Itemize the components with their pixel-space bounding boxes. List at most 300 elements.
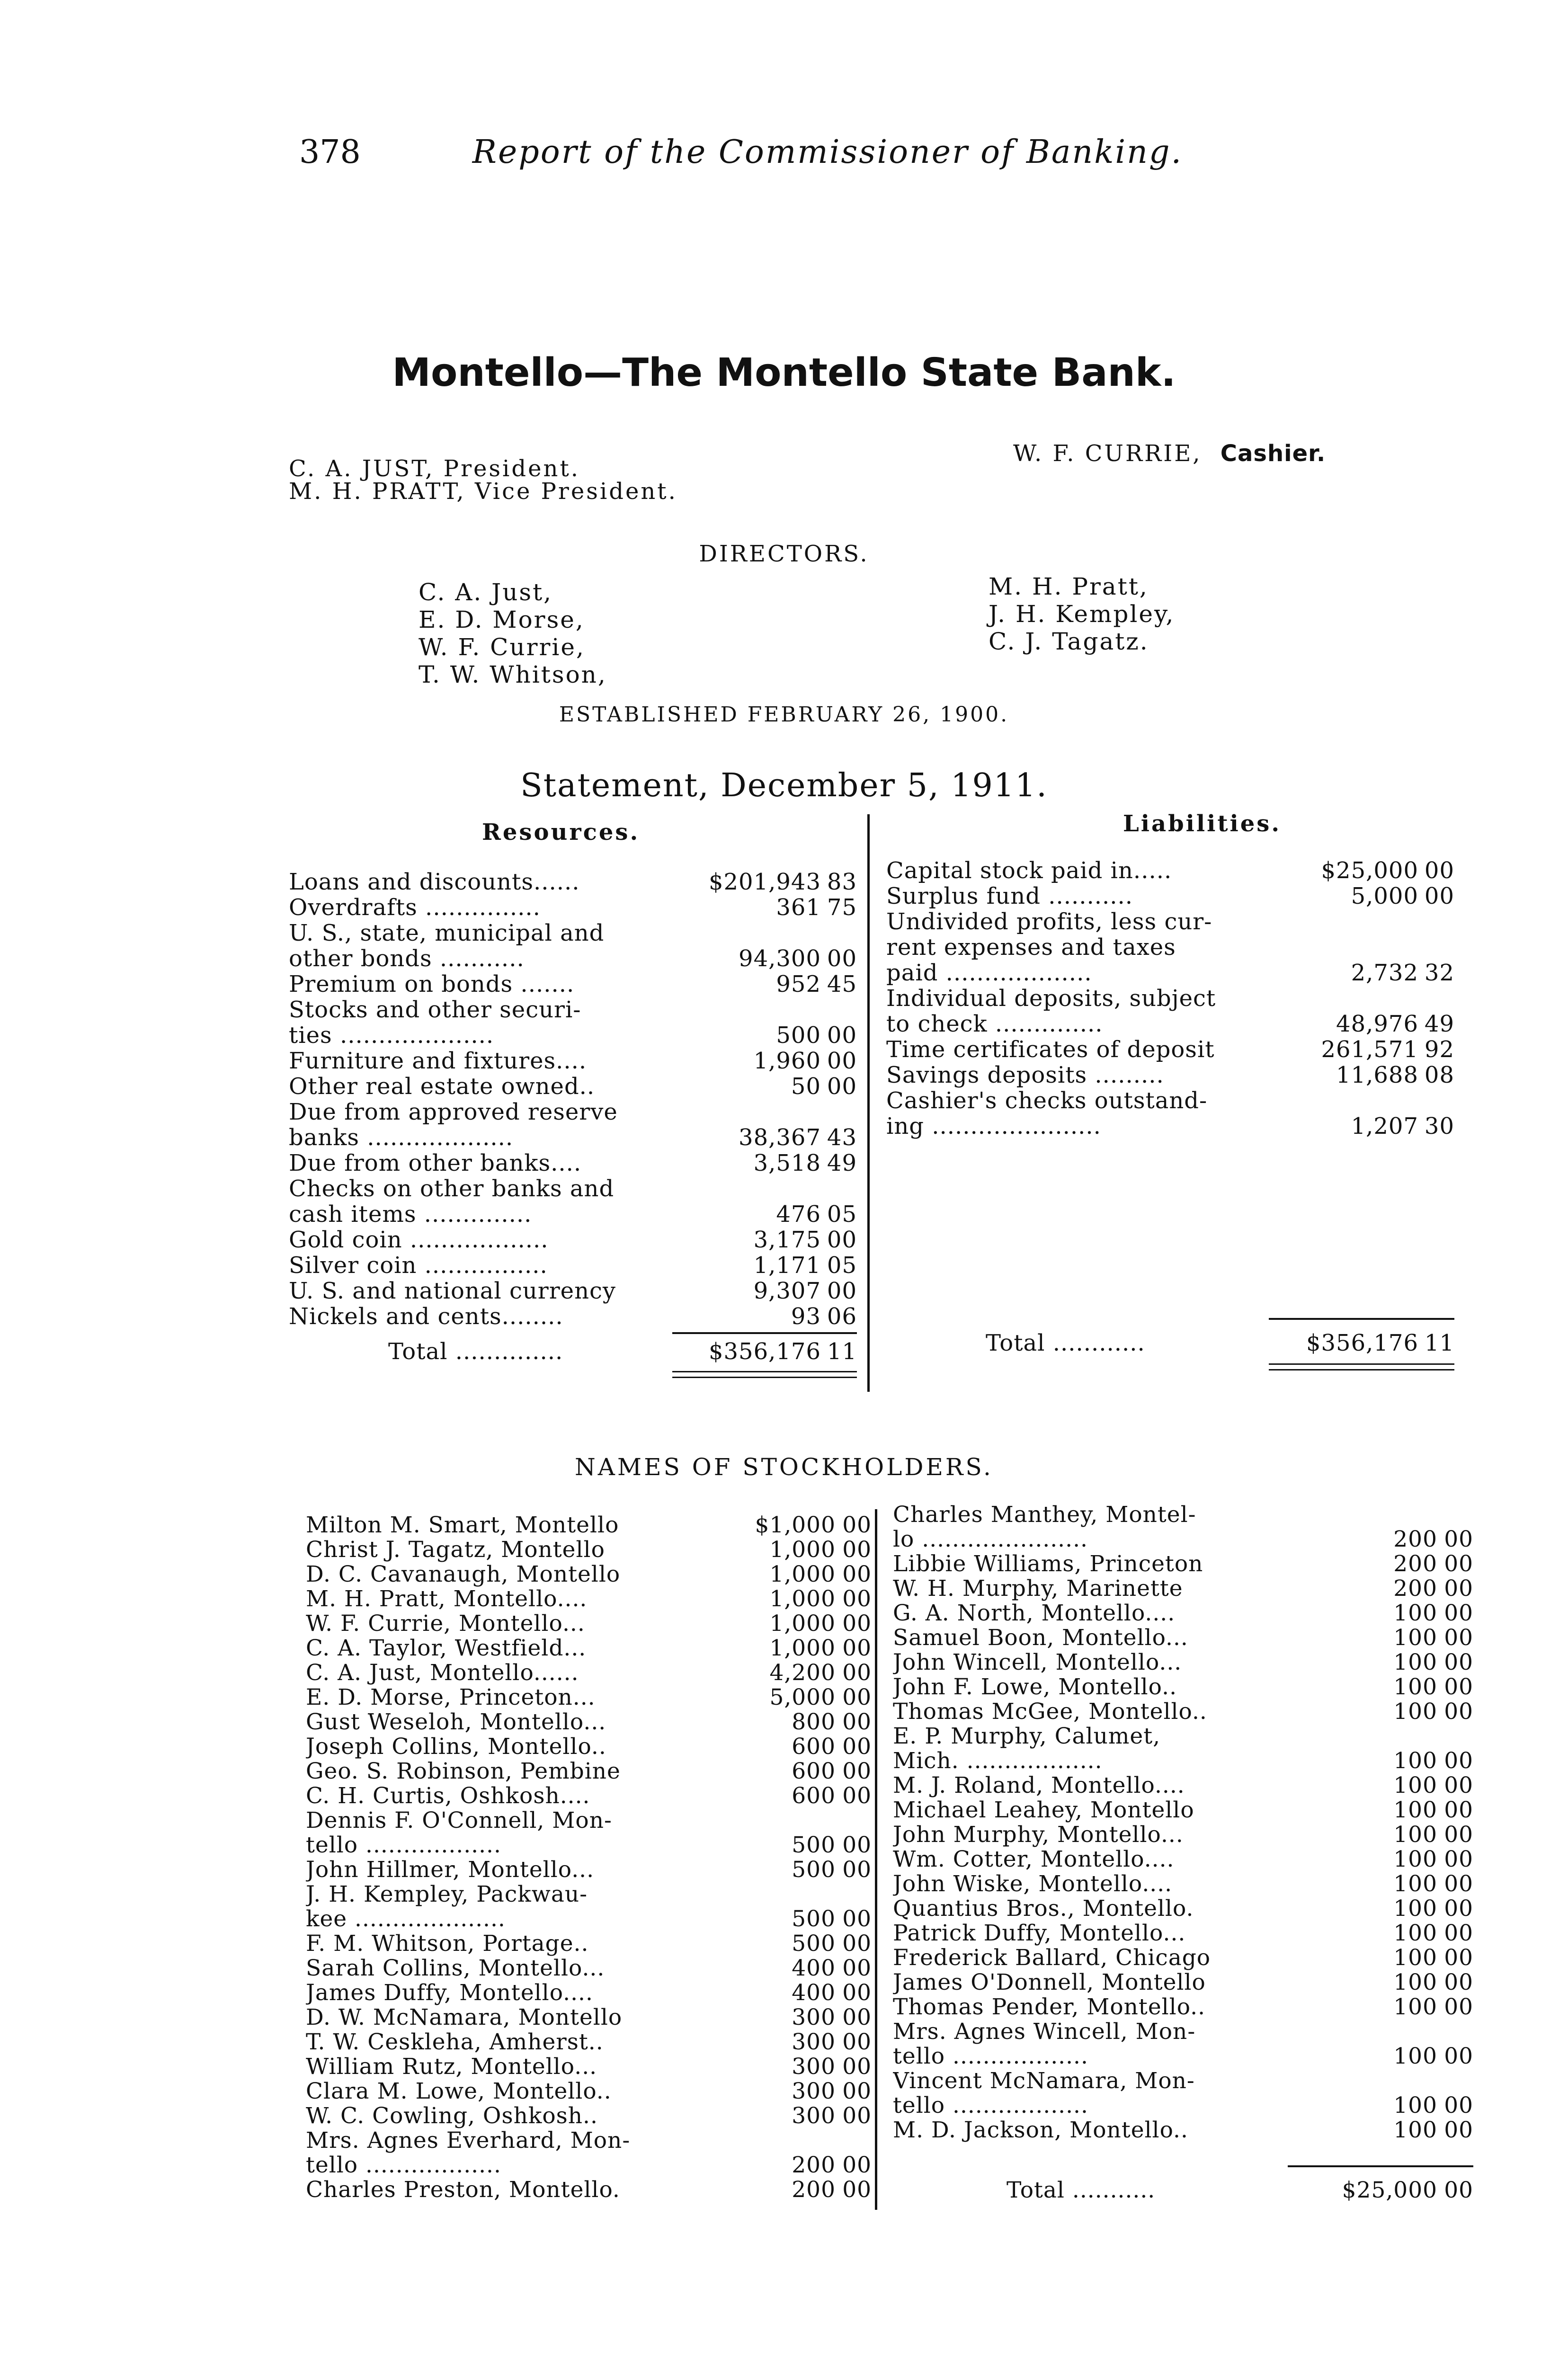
stockholder-name: Mich. .................. bbox=[893, 1749, 1103, 1773]
stockholder-amount bbox=[1393, 1527, 1473, 1552]
stockholder-row bbox=[306, 1611, 872, 1636]
ledger-row bbox=[289, 1048, 857, 1074]
ledger-label: U. S. and national currency bbox=[289, 1278, 616, 1304]
stockholder-amount bbox=[1393, 2118, 1473, 2143]
ledger-amount bbox=[1321, 1037, 1455, 1062]
amount-cents: 00 bbox=[1444, 1871, 1473, 1897]
amount-cents: 00 bbox=[842, 2078, 872, 2104]
ledger-row bbox=[289, 1023, 857, 1048]
stockholder-row bbox=[893, 2069, 1473, 2093]
ledger-label: Individual deposits, subject bbox=[886, 986, 1216, 1011]
stockholder-amount bbox=[792, 1735, 872, 1759]
stockholder-name: E. D. Morse, Princeton... bbox=[306, 1685, 596, 1710]
amount-cents: 32 bbox=[1424, 960, 1454, 986]
stockholder-row bbox=[306, 1808, 872, 1833]
stockholder-name: M. J. Roland, Montello.... bbox=[893, 1773, 1185, 1798]
directors-right-list bbox=[989, 573, 1175, 655]
stockholder-amount bbox=[792, 2005, 872, 2030]
amount-cents: 00 bbox=[842, 1832, 872, 1858]
ledger-row bbox=[886, 960, 1454, 986]
stockholder-amount bbox=[1393, 1773, 1473, 1798]
total-amount bbox=[709, 1339, 857, 1364]
stockholder-name: M. H. Pratt, Montello.... bbox=[306, 1587, 588, 1611]
amount-dollars: 500 bbox=[792, 1832, 836, 1858]
stockholder-amount bbox=[1437, 2069, 1473, 2093]
stockholder-row bbox=[893, 2118, 1473, 2143]
amount-dollars: 300 bbox=[792, 2004, 836, 2030]
stockholder-name: James O'Donnell, Montello bbox=[893, 1970, 1206, 1995]
amount-dollars: 400 bbox=[792, 1955, 836, 1981]
amount-cents: 00 bbox=[842, 2152, 872, 2178]
amount-cents: 00 bbox=[842, 1906, 872, 1932]
amount-cents: 00 bbox=[827, 1048, 857, 1074]
amount-cents: 45 bbox=[827, 971, 857, 997]
stockholder-amount bbox=[1393, 2044, 1473, 2069]
ledger-amount bbox=[791, 1304, 857, 1329]
stockholder-name: Frederick Ballard, Chicago bbox=[893, 1946, 1211, 1970]
ledger-amount bbox=[1351, 1113, 1454, 1139]
ledger-label: rent expenses and taxes bbox=[886, 934, 1176, 960]
ledger-row bbox=[289, 1253, 857, 1278]
stockholder-row bbox=[306, 2005, 872, 2030]
resources-total bbox=[289, 1339, 857, 1364]
stockholder-amount bbox=[1393, 1872, 1473, 1896]
total-label: Total ............ bbox=[986, 1330, 1145, 1356]
amount-dollars: 94,300 bbox=[739, 945, 821, 972]
ledger-amount bbox=[1351, 960, 1454, 986]
ledger-amount bbox=[1418, 986, 1454, 1011]
amount-cents: 00 bbox=[1444, 1575, 1473, 1602]
ledger-row bbox=[886, 883, 1454, 909]
amount-cents: 49 bbox=[1424, 1011, 1454, 1037]
amount-cents: 00 bbox=[842, 1537, 872, 1563]
ledger-label: Cashier's checks outstand- bbox=[886, 1088, 1208, 1113]
amount-dollars: 200 bbox=[792, 2177, 836, 2203]
stockholders-heading: NAMES OF STOCKHOLDERS. bbox=[575, 1453, 993, 1481]
amount-dollars: 1,000 bbox=[769, 1635, 836, 1661]
ledger-label: other bonds ........... bbox=[289, 946, 525, 971]
amount-dollars: 300 bbox=[792, 2078, 836, 2104]
stockholder-row bbox=[306, 1759, 872, 1784]
amount-dollars: 3,175 bbox=[753, 1227, 821, 1253]
stockholder-amount bbox=[792, 2030, 872, 2055]
stockholder-amount bbox=[1393, 1995, 1473, 2020]
stockholder-row bbox=[306, 2128, 872, 2153]
ledger-row bbox=[289, 920, 857, 946]
amount-cents: 00 bbox=[842, 1931, 872, 1957]
stockholder-row bbox=[893, 1650, 1473, 1675]
amount-dollars: $356,176 bbox=[708, 1338, 821, 1365]
stockholder-name: John Murphy, Montello... bbox=[893, 1823, 1184, 1847]
ledger-row bbox=[886, 1037, 1454, 1062]
stockholder-row bbox=[893, 1921, 1473, 1946]
total-label: Total .............. bbox=[388, 1339, 563, 1364]
stockholder-row bbox=[893, 1724, 1473, 1749]
amount-cents: 00 bbox=[1444, 1994, 1473, 2020]
total-row bbox=[886, 1330, 1454, 1356]
total-amount bbox=[1342, 2178, 1473, 2203]
stockholder-amount bbox=[1393, 1946, 1473, 1970]
ledger-amount bbox=[754, 1278, 857, 1304]
ledger-row bbox=[289, 1125, 857, 1150]
stockholder-name: Thomas McGee, Montello.. bbox=[893, 1700, 1207, 1724]
resources-ledger bbox=[289, 869, 857, 1329]
resources-heading: Resources. bbox=[482, 819, 640, 845]
amount-cents: 30 bbox=[1424, 1113, 1454, 1139]
amount-dollars: $25,000 bbox=[1321, 857, 1418, 884]
liabilities-total bbox=[886, 1330, 1454, 1356]
amount-dollars: 9,307 bbox=[753, 1278, 821, 1304]
amount-dollars: 100 bbox=[1393, 1797, 1437, 1823]
stockholder-amount bbox=[769, 1611, 872, 1636]
stockholder-name: F. M. Whitson, Portage.. bbox=[306, 1931, 589, 1956]
ledger-row bbox=[289, 869, 857, 895]
amount-cents: 00 bbox=[842, 1758, 872, 1784]
ledger-amount bbox=[776, 895, 857, 920]
stockholder-row bbox=[306, 1858, 872, 1882]
stockholder-row bbox=[893, 1798, 1473, 1823]
amount-dollars: 300 bbox=[792, 2103, 836, 2129]
ledger-amount bbox=[754, 1227, 857, 1253]
stockholder-row bbox=[306, 1981, 872, 2005]
amount-cents: 00 bbox=[842, 1635, 872, 1661]
stockholder-name: John F. Lowe, Montello.. bbox=[893, 1675, 1177, 1700]
amount-dollars: 600 bbox=[792, 1758, 836, 1784]
amount-cents: 83 bbox=[827, 869, 857, 895]
amount-dollars: 500 bbox=[792, 1931, 836, 1957]
ledger-label: cash items .............. bbox=[289, 1201, 532, 1227]
stockholder-name: tello .................. bbox=[893, 2093, 1088, 2118]
president-line: C. A. JUST, President. bbox=[289, 455, 580, 482]
amount-cents: 43 bbox=[827, 1124, 857, 1151]
stockholder-row bbox=[306, 1956, 872, 1981]
stockholder-name: tello .................. bbox=[306, 1833, 501, 1858]
ledger-row bbox=[289, 946, 857, 971]
stockholder-amount bbox=[792, 1956, 872, 1981]
amount-dollars: 100 bbox=[1393, 1994, 1437, 2020]
ledger-label: Other real estate owned.. bbox=[289, 1074, 595, 1099]
total-amount bbox=[1306, 1330, 1454, 1356]
stockholder-row bbox=[893, 1970, 1473, 1995]
ledger-amount bbox=[754, 1150, 857, 1176]
stockholder-name: C. H. Curtis, Oshkosh.... bbox=[306, 1784, 590, 1808]
ledger-row bbox=[289, 1227, 857, 1253]
stockholder-amount bbox=[1437, 1503, 1473, 1527]
stockholder-row bbox=[306, 1882, 872, 1907]
stockholder-name: Charles Preston, Montello. bbox=[306, 2178, 620, 2202]
ledger-amount bbox=[821, 1176, 857, 1201]
amount-cents: 00 bbox=[1424, 857, 1454, 884]
stockholder-name: W. H. Murphy, Marinette bbox=[893, 1576, 1183, 1601]
stockholder-name: Dennis F. O'Connell, Mon- bbox=[306, 1808, 612, 1833]
stockholder-amount bbox=[1393, 2093, 1473, 2118]
stockholder-row bbox=[306, 2178, 872, 2202]
ledger-row bbox=[289, 1150, 857, 1176]
ledger-label: Due from approved reserve bbox=[289, 1099, 618, 1125]
amount-cents: 11 bbox=[827, 1338, 857, 1365]
amount-cents: 00 bbox=[827, 1022, 857, 1049]
stockholder-name: Patrick Duffy, Montello... bbox=[893, 1921, 1186, 1946]
resources-total-rule bbox=[672, 1332, 857, 1334]
director-name: J. H. Kempley, bbox=[989, 600, 1175, 628]
stockholder-row bbox=[893, 1675, 1473, 1700]
amount-cents: 11 bbox=[1424, 1330, 1454, 1356]
stockholder-name: Thomas Pender, Montello.. bbox=[893, 1995, 1206, 2020]
amount-cents: 00 bbox=[827, 945, 857, 972]
amount-dollars: 500 bbox=[792, 1906, 836, 1932]
stockholder-name: Sarah Collins, Montello... bbox=[306, 1956, 605, 1981]
ledger-label: Premium on bonds ....... bbox=[289, 971, 575, 997]
stockholder-row bbox=[306, 1538, 872, 1562]
stockholder-amount bbox=[755, 1513, 872, 1538]
ledger-amount bbox=[1418, 934, 1454, 960]
ledger-label: ties .................... bbox=[289, 1023, 494, 1048]
stockholder-row bbox=[306, 2030, 872, 2055]
amount-dollars: 200 bbox=[1393, 1551, 1437, 1577]
cashier-line bbox=[1013, 440, 1326, 467]
amount-cents: 00 bbox=[1444, 1526, 1473, 1552]
stockholder-amount bbox=[1393, 1847, 1473, 1872]
amount-cents: 00 bbox=[1444, 1600, 1473, 1626]
director-name: C. J. Tagatz. bbox=[989, 628, 1149, 655]
amount-cents: 00 bbox=[1444, 2092, 1473, 2118]
ledger-amount bbox=[1321, 858, 1455, 883]
amount-dollars: 200 bbox=[1393, 1526, 1437, 1552]
total-row bbox=[893, 2178, 1473, 2203]
stockholders-divider bbox=[875, 1509, 877, 2210]
amount-dollars: 100 bbox=[1393, 1674, 1437, 1700]
ledger-amount bbox=[739, 1125, 857, 1150]
amount-dollars: 11,688 bbox=[1336, 1062, 1418, 1088]
amount-cents: 00 bbox=[842, 1709, 872, 1735]
ledger-amount bbox=[821, 997, 857, 1023]
stockholder-name: D. W. McNamara, Montello bbox=[306, 2005, 623, 2030]
amount-cents: 00 bbox=[827, 1227, 857, 1253]
amount-cents: 00 bbox=[842, 1980, 872, 2006]
stockholder-name: James Duffy, Montello.... bbox=[306, 1981, 593, 2005]
amount-dollars: 500 bbox=[776, 1022, 821, 1049]
amount-dollars: 1,000 bbox=[769, 1537, 836, 1563]
amount-cents: 00 bbox=[842, 1561, 872, 1587]
amount-cents: 75 bbox=[827, 894, 857, 921]
amount-cents: 49 bbox=[827, 1150, 857, 1176]
amount-dollars: 600 bbox=[792, 1734, 836, 1760]
ledger-label: to check .............. bbox=[886, 1011, 1103, 1037]
amount-dollars: 38,367 bbox=[739, 1124, 821, 1151]
stockholders-right-list bbox=[893, 1503, 1473, 2143]
ledger-row bbox=[289, 1074, 857, 1099]
amount-cents: 00 bbox=[842, 2103, 872, 2129]
stockholder-row bbox=[306, 2153, 872, 2178]
stockholder-amount bbox=[1393, 1552, 1473, 1576]
ledger-label: paid ................... bbox=[886, 960, 1092, 986]
director-name: W. F. Currie, bbox=[419, 633, 585, 661]
stockholder-row bbox=[306, 1562, 872, 1587]
amount-dollars: 5,000 bbox=[769, 1684, 836, 1710]
amount-dollars: 100 bbox=[1393, 1649, 1437, 1675]
director-name: M. H. Pratt, bbox=[989, 573, 1149, 600]
resources-double-rule-2 bbox=[672, 1377, 857, 1378]
stockholder-amount bbox=[1393, 1970, 1473, 1995]
stockholder-name: kee .................... bbox=[306, 1907, 506, 1931]
stockholder-name: lo ...................... bbox=[893, 1527, 1088, 1552]
ledger-row bbox=[886, 1113, 1454, 1139]
ledger-row bbox=[886, 1088, 1454, 1113]
amount-dollars: 952 bbox=[776, 971, 821, 997]
stockholder-amount bbox=[792, 2104, 872, 2128]
stockholder-amount bbox=[792, 1784, 872, 1808]
ledger-row bbox=[289, 1099, 857, 1125]
amount-dollars: 200 bbox=[1393, 1575, 1437, 1602]
ledger-row bbox=[886, 858, 1454, 883]
amount-dollars: 300 bbox=[792, 2029, 836, 2055]
stockholder-row bbox=[306, 1685, 872, 1710]
stockholder-name: Samuel Boon, Montello... bbox=[893, 1626, 1188, 1650]
amount-cents: 06 bbox=[827, 1303, 857, 1330]
amount-dollars: 93 bbox=[791, 1303, 821, 1330]
stockholder-name: Charles Manthey, Montel- bbox=[893, 1503, 1196, 1527]
stockholder-amount bbox=[792, 1981, 872, 2005]
established-line: ESTABLISHED FEBRUARY 26, 1900. bbox=[559, 703, 1009, 727]
stockholder-amount bbox=[1393, 1576, 1473, 1601]
ledger-row bbox=[289, 971, 857, 997]
amount-cents: 00 bbox=[842, 1586, 872, 1612]
amount-dollars: 100 bbox=[1393, 1895, 1437, 1922]
stockholders-total bbox=[893, 2178, 1473, 2203]
total-label: Total ........... bbox=[1007, 2178, 1156, 2203]
stockholder-amount bbox=[792, 1833, 872, 1858]
amount-cents: 00 bbox=[1444, 1699, 1473, 1725]
amount-dollars: 100 bbox=[1393, 2117, 1437, 2143]
stockholder-name: Mrs. Agnes Everhard, Mon- bbox=[306, 2128, 631, 2153]
amount-cents: 08 bbox=[1424, 1062, 1454, 1088]
amount-dollars: 500 bbox=[792, 1857, 836, 1883]
amount-dollars: 476 bbox=[776, 1201, 821, 1228]
amount-dollars: 2,732 bbox=[1351, 960, 1418, 986]
stockholder-amount bbox=[836, 2128, 872, 2153]
stockholder-name: M. D. Jackson, Montello.. bbox=[893, 2118, 1188, 2143]
ledger-amount bbox=[1336, 1062, 1454, 1088]
amount-dollars: 600 bbox=[792, 1783, 836, 1809]
amount-cents: 92 bbox=[1424, 1036, 1454, 1063]
ledger-label: Savings deposits ......... bbox=[886, 1062, 1164, 1088]
liabilities-ledger bbox=[886, 858, 1454, 1139]
ledger-row bbox=[886, 934, 1454, 960]
ledger-amount bbox=[776, 1201, 857, 1227]
stockholder-name: William Rutz, Montello... bbox=[306, 2055, 597, 2079]
stockholder-name: Milton M. Smart, Montello bbox=[306, 1513, 619, 1538]
stockholder-row bbox=[306, 1710, 872, 1735]
amount-dollars: 1,000 bbox=[769, 1586, 836, 1612]
stockholder-row bbox=[306, 2055, 872, 2079]
ledger-amount bbox=[1351, 883, 1454, 909]
amount-dollars: 100 bbox=[1393, 1846, 1437, 1872]
amount-cents: 00 bbox=[1424, 883, 1454, 909]
stockholder-amount bbox=[792, 1907, 872, 1931]
ledger-row bbox=[886, 1062, 1454, 1088]
stockholder-name: tello .................. bbox=[893, 2044, 1088, 2069]
amount-cents: 05 bbox=[827, 1201, 857, 1228]
stockholder-name: Geo. S. Robinson, Pembine bbox=[306, 1759, 621, 1784]
stockholder-name: Quantius Bros., Montello. bbox=[893, 1896, 1194, 1921]
ledger-amount bbox=[739, 946, 857, 971]
ledger-label: Overdrafts ............... bbox=[289, 895, 541, 920]
amount-cents: 00 bbox=[1444, 1822, 1473, 1848]
stockholder-name: Christ J. Tagatz, Montello bbox=[306, 1538, 605, 1562]
stockholder-name: C. A. Just, Montello...... bbox=[306, 1661, 579, 1685]
ledger-label: Time certificates of deposit bbox=[886, 1037, 1215, 1062]
stockholder-name: Mrs. Agnes Wincell, Mon- bbox=[893, 2020, 1196, 2044]
stockholder-amount bbox=[836, 1882, 872, 1907]
ledger-amount bbox=[791, 1074, 857, 1099]
ledger-amount bbox=[821, 1099, 857, 1125]
amount-cents: 00 bbox=[1444, 1625, 1473, 1651]
stockholder-name: John Wiske, Montello.... bbox=[893, 1872, 1173, 1896]
amount-cents: 00 bbox=[1444, 1674, 1473, 1700]
page-number: 378 bbox=[299, 133, 361, 171]
running-title: Report of the Commissioner of Banking. bbox=[472, 133, 1183, 171]
stockholder-amount bbox=[792, 2079, 872, 2104]
stockholder-row bbox=[893, 1749, 1473, 1773]
ledger-row bbox=[289, 997, 857, 1023]
ledger-label: Checks on other banks and bbox=[289, 1176, 615, 1201]
stockholder-row bbox=[893, 1527, 1473, 1552]
ledger-amount bbox=[776, 971, 857, 997]
stockholder-name: tello .................. bbox=[306, 2153, 501, 2178]
stockholder-row bbox=[893, 2044, 1473, 2069]
cashier-title: Cashier. bbox=[1220, 440, 1326, 467]
ledger-label: Silver coin ................ bbox=[289, 1253, 548, 1278]
amount-dollars: 3,518 bbox=[753, 1150, 821, 1176]
stockholder-row bbox=[306, 1735, 872, 1759]
ledger-row bbox=[289, 1304, 857, 1329]
stockholder-amount bbox=[792, 2178, 872, 2202]
stockholder-row bbox=[893, 1896, 1473, 1921]
stockholder-row bbox=[893, 1700, 1473, 1724]
stockholder-name: Clara M. Lowe, Montello.. bbox=[306, 2079, 612, 2104]
statement-divider bbox=[867, 814, 870, 1392]
ledger-row bbox=[289, 1278, 857, 1304]
stockholder-row bbox=[306, 1833, 872, 1858]
stockholder-name: Wm. Cotter, Montello.... bbox=[893, 1847, 1175, 1872]
amount-dollars: 100 bbox=[1393, 1920, 1437, 1946]
stockholder-name: G. A. North, Montello.... bbox=[893, 1601, 1176, 1626]
ledger-label: U. S., state, municipal and bbox=[289, 920, 605, 946]
amount-cents: 00 bbox=[1444, 1797, 1473, 1823]
stockholder-row bbox=[893, 1847, 1473, 1872]
resources-double-rule-1 bbox=[672, 1371, 857, 1372]
stockholder-row bbox=[893, 1576, 1473, 1601]
stockholder-amount bbox=[1393, 1650, 1473, 1675]
amount-dollars: $201,943 bbox=[708, 869, 821, 895]
directors-left-list bbox=[419, 578, 607, 688]
ledger-amount bbox=[776, 1023, 857, 1048]
stockholder-row bbox=[893, 1601, 1473, 1626]
director-name: E. D. Morse, bbox=[419, 606, 585, 633]
amount-dollars: 5,000 bbox=[1351, 883, 1418, 909]
ledger-amount bbox=[1418, 909, 1454, 934]
stockholder-row bbox=[893, 1823, 1473, 1847]
amount-cents: 00 bbox=[1444, 1649, 1473, 1675]
amount-dollars: 100 bbox=[1393, 1748, 1437, 1774]
amount-dollars: 100 bbox=[1393, 1945, 1437, 1971]
stockholder-amount bbox=[1393, 1601, 1473, 1626]
amount-cents: 00 bbox=[1444, 1945, 1473, 1971]
ledger-amount bbox=[754, 1253, 857, 1278]
stockholder-name: John Wincell, Montello... bbox=[893, 1650, 1182, 1675]
amount-cents: 00 bbox=[1444, 1846, 1473, 1872]
amount-cents: 00 bbox=[1444, 1551, 1473, 1577]
